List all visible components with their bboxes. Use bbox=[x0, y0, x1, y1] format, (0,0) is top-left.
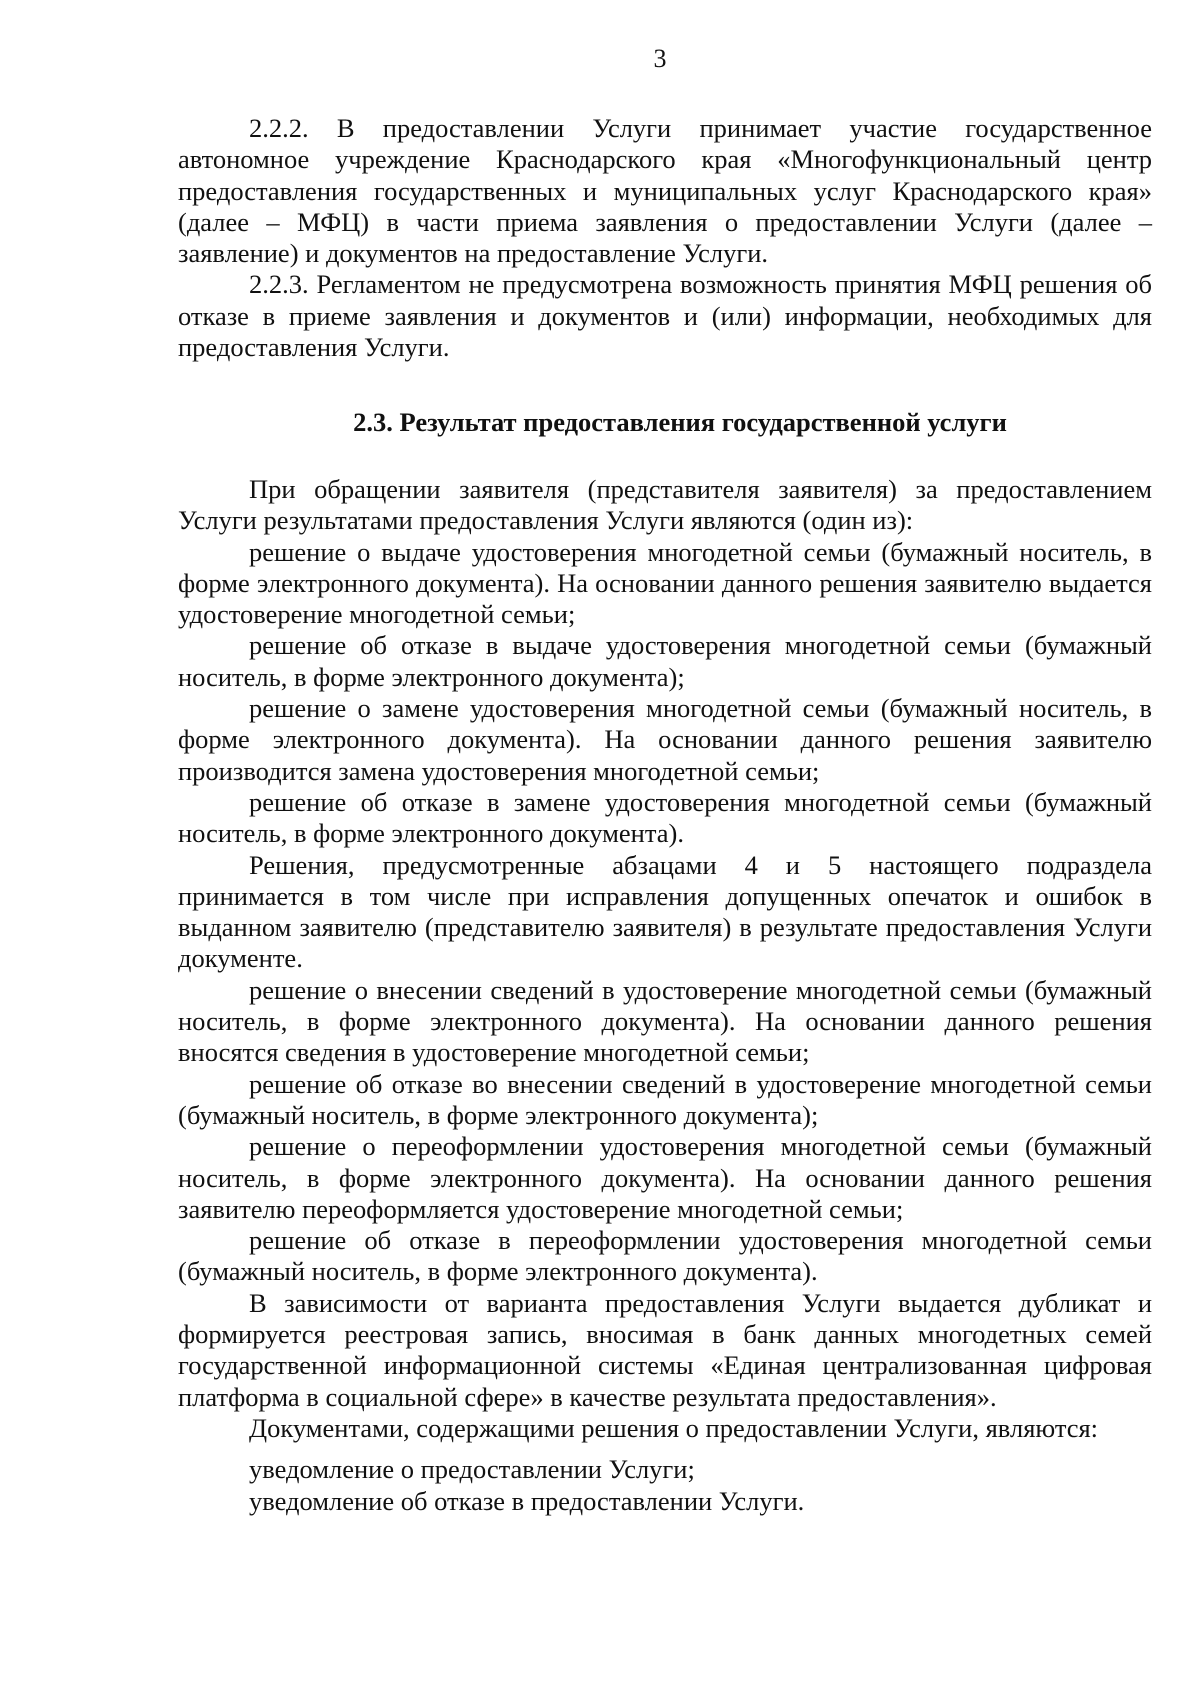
paragraph-2-2-3: 2.2.3. Регламентом не предусмотрена возможность принятия МФЦ решения об отказе в приеме заявления и документов и (или) информации, необходимых для предоставления Услуги. bbox=[178, 269, 1152, 363]
paragraph-result: решение о выдаче удостоверения многодетной семьи (бумажный носитель, в форме электронного документа). На основании данного решения заявителю выдается удостоверение многодетной семьи; bbox=[178, 536, 1152, 630]
paragraph-result: решение об отказе в переоформлении удостоверения многодетной семьи (бумажный носитель, в форме электронного документа). bbox=[178, 1225, 1152, 1287]
paragraph-result: решение о внесении сведений в удостоверение многодетной семьи (бумажный носитель, в форме электронного документа). На основании данного решения вносятся сведения в удостоверение многодетной семьи; bbox=[178, 974, 1152, 1068]
notice-item: уведомление об отказе в предоставлении Услуги. bbox=[249, 1485, 805, 1516]
paragraph-intro: При обращении заявителя (представителя заявителя) за предоставлением Услуги результатами предоставления Услуги являются (один из): bbox=[178, 474, 1152, 536]
section-2-2-body bbox=[178, 113, 1152, 363]
section-2-3-heading: 2.3. Результат предоставления государственной услуги bbox=[353, 407, 1007, 437]
paragraph-result: решение об отказе в выдаче удостоверения многодетной семьи (бумажный носитель, в форме электронного документа); bbox=[178, 630, 1152, 692]
paragraph-2-2-2: 2.2.2. В предоставлении Услуги принимает участие государственное автономное учреждение Краснодарского края «Многофункциональный центр предоставления государственных и муниципальных услуг Краснодарского края» (далее – МФЦ) в части приема заявления о предоставлении Услуги (далее – заявление) и документов на предоставление Услуги. bbox=[178, 113, 1152, 269]
section-2-3-body bbox=[178, 474, 1152, 1517]
paragraph-result: решение о переоформлении удостоверения многодетной семьи (бумажный носитель, в форме электронного документа). На основании данного решения заявителю переоформляется удостоверение многодетной семьи; bbox=[178, 1131, 1152, 1224]
paragraph-result: В зависимости от варианта предоставления Услуги выдается дубликат и формируется реестровая запись, вносимая в банк данных многодетных семей государственной информационной системы «Единая централизованная цифровая платформа в социальной сфере» в качестве результата предоставления». bbox=[178, 1287, 1152, 1412]
paragraph-result: решение об отказе в замене удостоверения многодетной семьи (бумажный носитель, в форме электронного документа). bbox=[178, 786, 1152, 849]
paragraph-result: решение о замене удостоверения многодетной семьи (бумажный носитель, в форме электронного документа). На основании данного решения заявителю производится замена удостоверения многодетной семьи; bbox=[178, 693, 1152, 786]
paragraph-result: решение об отказе во внесении сведений в удостоверение многодетной семьи (бумажный носитель, в форме электронного документа); bbox=[178, 1068, 1152, 1130]
paragraph-documents: Документами, содержащими решения о предоставлении Услуги, являются: bbox=[249, 1412, 1099, 1443]
page-number: 3 bbox=[653, 44, 667, 73]
paragraph-result: Решения, предусмотренные абзацами 4 и 5 настоящего подраздела принимается в том числе при исправления допущенных опечаток и ошибок в выданном заявителю (представителю заявителя) в результате предоставления Услуги документе. bbox=[178, 849, 1152, 974]
notice-item: уведомление о предоставлении Услуги; bbox=[249, 1454, 695, 1485]
